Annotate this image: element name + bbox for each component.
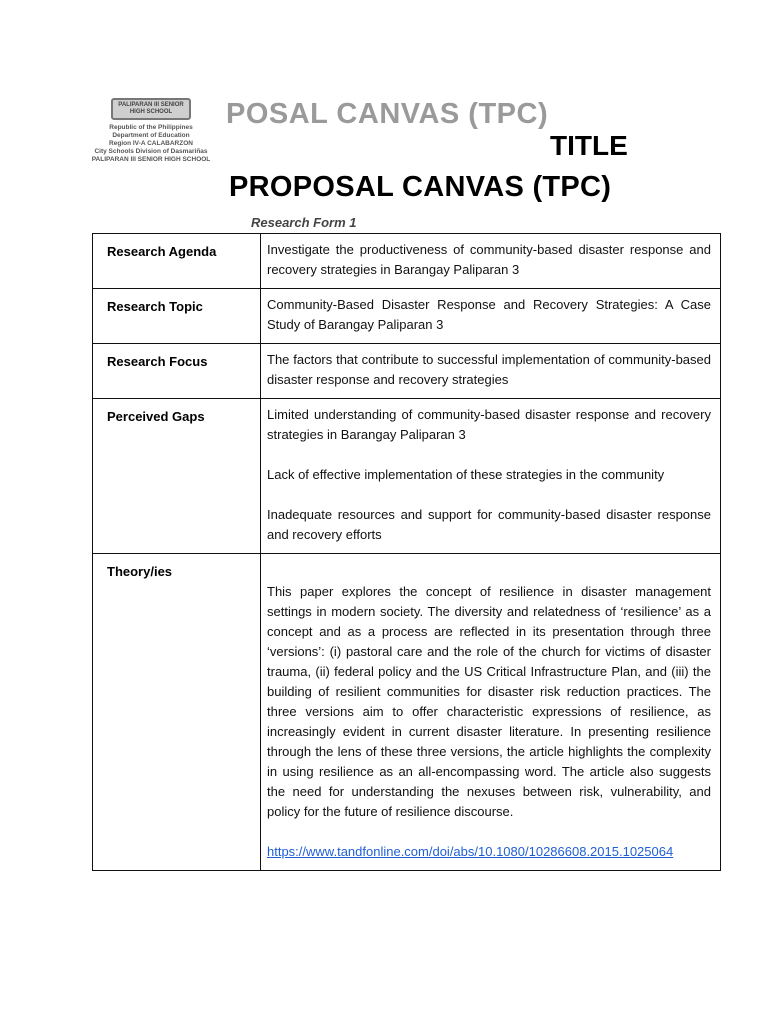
row-content bbox=[261, 344, 721, 399]
row-label: Theory/ies bbox=[93, 554, 261, 871]
row-paragraph: Investigate the productiveness of community-based disaster response and recovery strategies in Barangay Paliparan 3 bbox=[267, 242, 711, 277]
row-label: Perceived Gaps bbox=[93, 399, 261, 554]
table-row bbox=[93, 554, 721, 871]
school-logo bbox=[78, 98, 224, 174]
logo-line: City Schools Division of Dasmariñas bbox=[94, 148, 208, 155]
row-label: Research Agenda bbox=[93, 234, 261, 289]
row-paragraph: Community-Based Disaster Response and Recovery Strategies: A Case Study of Barangay Paliparan 3 bbox=[267, 297, 711, 332]
row-content bbox=[261, 289, 721, 344]
table-row bbox=[93, 344, 721, 399]
source-link[interactable]: https://www.tandfonline.com/doi/abs/10.1080/10286608.2015.1025064 bbox=[267, 844, 674, 859]
row-paragraph: The factors that contribute to successful implementation of community-based disaster response and recovery strategies bbox=[267, 352, 711, 387]
form-label: Research Form 1 bbox=[251, 215, 357, 230]
row-paragraph: Inadequate resources and support for community-based disaster response and recovery efforts bbox=[267, 507, 711, 542]
proposal-canvas-table bbox=[92, 233, 721, 871]
logo-line: Republic of the Philippines bbox=[109, 124, 193, 131]
logo-line: PALIPARAN III SENIOR HIGH SCHOOL bbox=[91, 156, 211, 163]
row-paragraph: Limited understanding of community-based disaster response and recovery strategies in Barangay Paliparan 3 bbox=[267, 407, 711, 442]
row-label: Research Topic bbox=[93, 289, 261, 344]
row-paragraph: Lack of effective implementation of these strategies in the community bbox=[267, 467, 665, 482]
ghost-title: POSAL CANVAS (TPC) bbox=[226, 98, 549, 130]
table-row bbox=[93, 289, 721, 344]
row-label: Research Focus bbox=[93, 344, 261, 399]
row-content bbox=[261, 399, 721, 554]
theory-abstract: This paper explores the concept of resilience in disaster management settings in modern society. The diversity and relatedness of ‘resilience’ as a concept and as a process are reflected in its presentation through three ‘versions’: (i) pastoral care and the role of the church for victims of disaster trauma, (ii) federal policy and the US Critical Infrastructure Plan, and (iii) the building of resilient communities for disaster risk reduction practices. The three versions aim to offer characteristic expressions of resilience, as increasingly evident in current disaster literature. In presenting resilience through the lens of these three versions, the article highlights the complexity in using resilience as an all-encompassing word. The article also suggests the need for understanding the nexuses between risk, vulnerability, and policy for the future of resilience discourse. bbox=[267, 584, 711, 819]
title-word: TITLE bbox=[550, 130, 628, 161]
row-content bbox=[261, 234, 721, 289]
logo-line: Region IV-A CALABARZON bbox=[109, 140, 193, 147]
school-seal: PALIPARAN III SENIOR HIGH SCHOOL bbox=[111, 98, 191, 120]
table-row bbox=[93, 234, 721, 289]
logo-line: Department of Education bbox=[112, 132, 190, 139]
row-content bbox=[261, 554, 721, 871]
table-row bbox=[93, 399, 721, 554]
page-title: PROPOSAL CANVAS (TPC) bbox=[229, 171, 612, 203]
